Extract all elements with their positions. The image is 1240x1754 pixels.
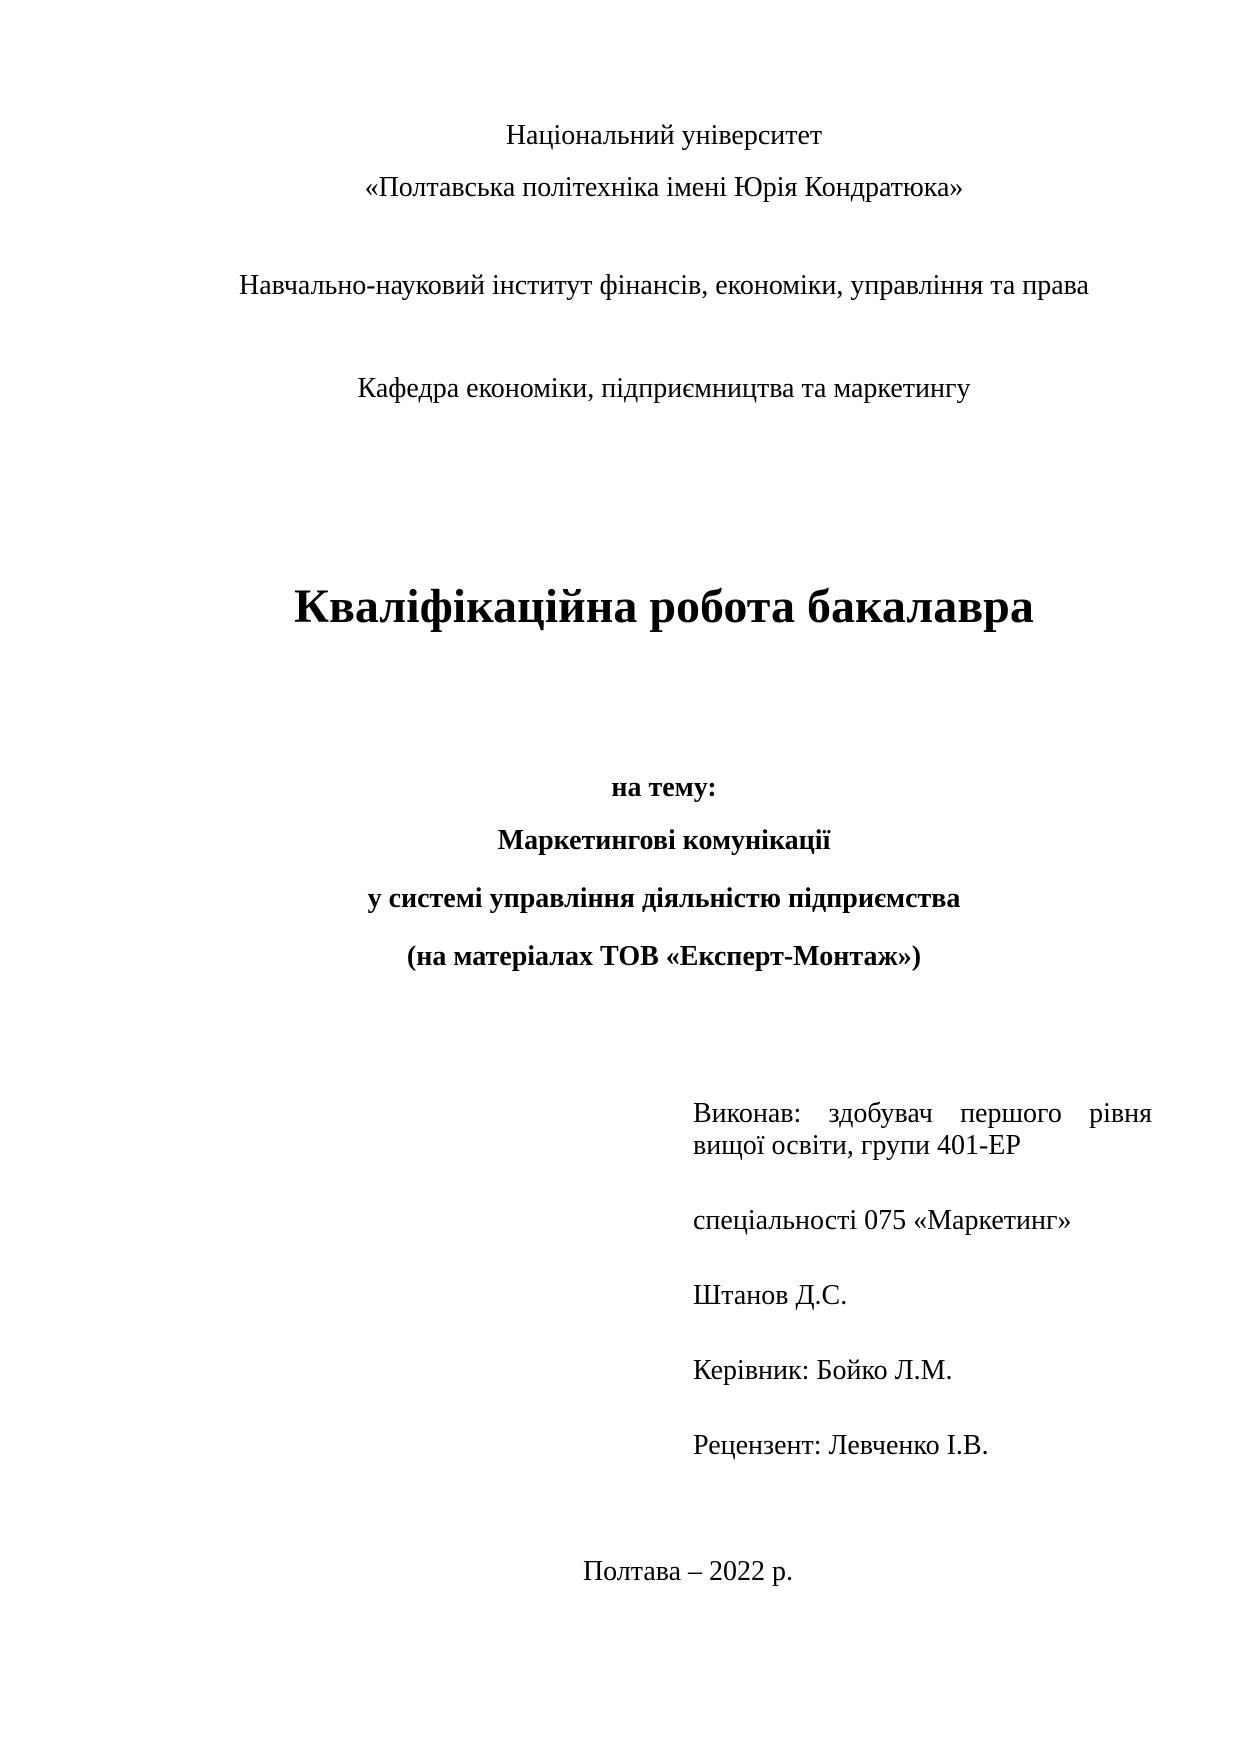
topic-label: на тему: [611, 772, 717, 803]
document-title: Кваліфікаційна робота бакалавра [294, 580, 1034, 633]
specialty: спеціальності 075 «Маркетинг» [693, 1205, 1072, 1236]
student-name: Штанов Д.С. [693, 1280, 848, 1311]
institute-name: Навчально-науковий інститут фінансів, економіки, управління та права [239, 270, 1089, 301]
performed-by-line2: вищої освіти, групи 401-ЕР [693, 1130, 1021, 1161]
topic-line-2: у системі управління діяльністю підприємства [367, 883, 961, 914]
reviewer: Рецензент: Левченко І.В. [693, 1430, 989, 1461]
supervisor: Керівник: Бойко Л.М. [693, 1355, 953, 1386]
university-name-line1: Національний університет [505, 120, 823, 151]
university-name-line2: «Полтавська політехніка імені Юрія Кондратюка» [364, 172, 964, 203]
topic-line-1: Маркетингові комунікації [497, 825, 831, 856]
department-name: Кафедра економіки, підприємництва та маркетингу [357, 373, 971, 404]
performed-by-line1: Виконав: здобувач першого рівня [693, 1098, 1152, 1129]
city-year: Полтава – 2022 р. [582, 1556, 794, 1587]
topic-line-3: (на матеріалах ТОВ «Експерт-Монтаж») [406, 941, 922, 972]
